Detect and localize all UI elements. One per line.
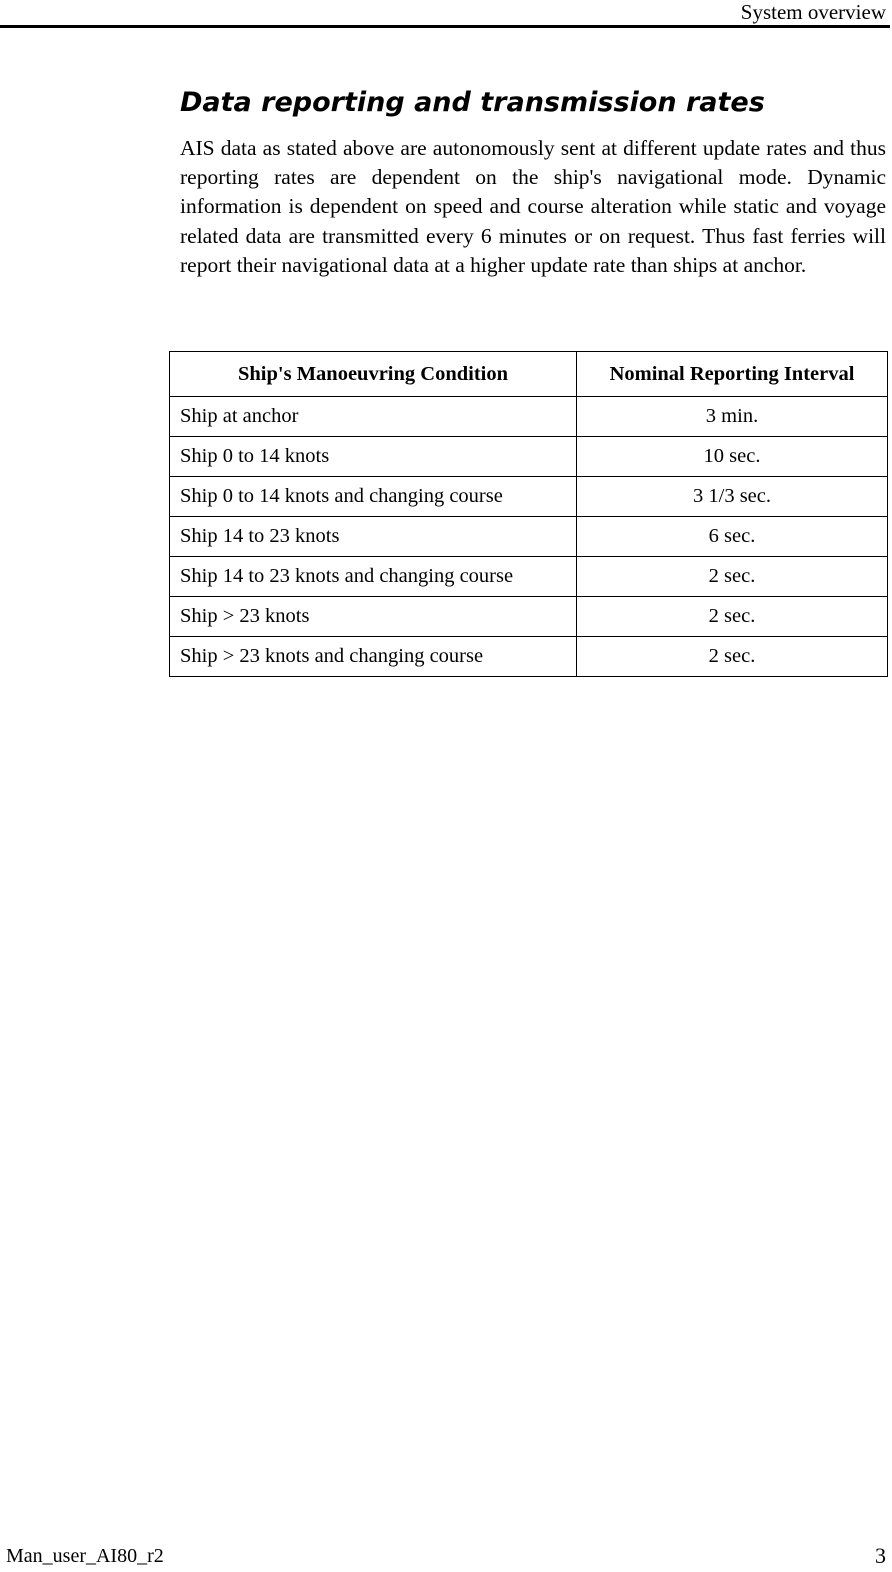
condition-cell: Ship 0 to 14 knots: [170, 437, 577, 477]
footer-document-id: Man_user_AI80_r2: [6, 1545, 164, 1567]
intro-paragraph: AIS data as stated above are autonomously sent at different update rates and thus reporting rates are dependent on the ship's navigational mode. Dynamic information is dependent on speed and course alteration while static and voyage related data are transmitted every 6 minutes or on request. Thus fast ferries will report their navigational data at a higher update rate than ships at anchor.: [180, 136, 886, 277]
interval-cell: 2 sec.: [577, 637, 888, 677]
condition-cell: Ship 14 to 23 knots and changing course: [170, 557, 577, 597]
section-heading: Data reporting and transmission rates: [180, 87, 765, 118]
interval-cell: 3 min.: [577, 397, 888, 437]
table-row: [170, 517, 888, 557]
interval-cell: 10 sec.: [577, 437, 888, 477]
table-row: [170, 637, 888, 677]
reporting-rates-table: [169, 351, 888, 677]
table-row: [170, 557, 888, 597]
interval-cell: 6 sec.: [577, 517, 888, 557]
condition-cell: Ship > 23 knots and changing course: [170, 637, 577, 677]
column-header-condition: Ship's Manoeuvring Condition: [170, 352, 577, 397]
interval-cell: 3 1/3 sec.: [577, 477, 888, 517]
footer-page-number: 3: [875, 1543, 886, 1568]
header-rule: [0, 25, 890, 28]
running-header: System overview: [740, 0, 886, 24]
interval-cell: 2 sec.: [577, 597, 888, 637]
condition-cell: Ship 14 to 23 knots: [170, 517, 577, 557]
table-row: [170, 437, 888, 477]
interval-cell: 2 sec.: [577, 557, 888, 597]
table-header-row: [170, 352, 888, 397]
condition-cell: Ship 0 to 14 knots and changing course: [170, 477, 577, 517]
table-row: [170, 477, 888, 517]
table-row: [170, 397, 888, 437]
column-header-interval: Nominal Reporting Interval: [577, 352, 888, 397]
condition-cell: Ship at anchor: [170, 397, 577, 437]
table-row: [170, 597, 888, 637]
condition-cell: Ship > 23 knots: [170, 597, 577, 637]
